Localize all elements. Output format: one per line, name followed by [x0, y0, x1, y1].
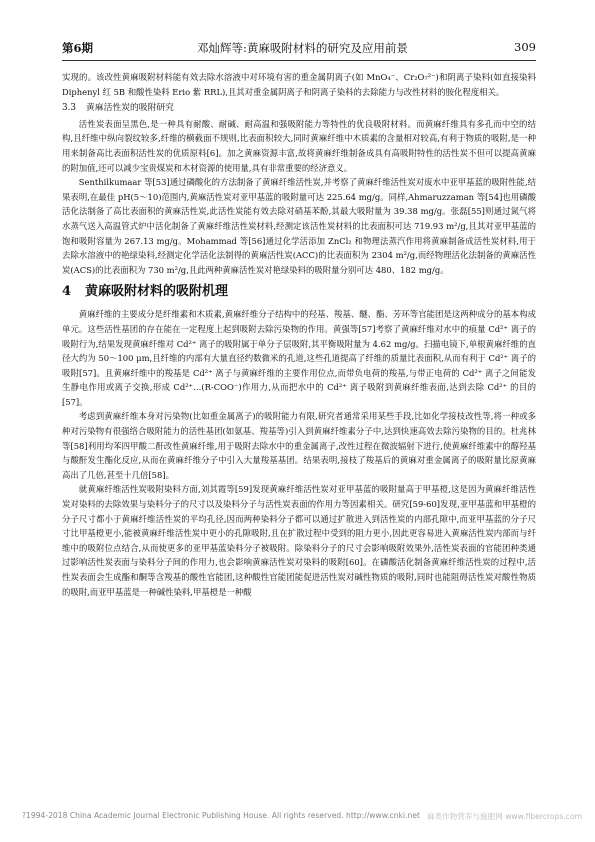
copyright-notice: ?1994-2018 China Academic Journal Electronic Publishing House. All rights reserved. http://www.cnki.net — [22, 811, 421, 820]
page-number: 309 — [514, 40, 536, 54]
paragraph-activated-carbon-studies: Senthilkumaar 等[53]通过磷酸化的方法制备了黄麻纤维活性炭,并考察了黄麻纤维活性炭对废水中亚甲基蓝的吸附性能,结果表明,在最佳 pH(5～10)范围内,黄麻活性炭对亚甲基蓝的吸附量可达 225.64 mg/g。同样,Ahmaruzzaman 等[54]也用磷酸活化法制备了高比表面积的黄麻活性炭,此活性炭能有效去除对硝基苯酚,其最大吸附量为 39.38 mg/g。张磊[55]则通过氮气将水蒸气送入高温管式炉中活化制备了黄麻纤维活性炭材料,经测定该活性炭材料的比表面积可达 719.93 m²/g,且其对亚甲基蓝的饱和吸附容量为 267.13 mg/g。Mohammad 等[56]通过化学活添加 ZnCl₂ 和物理法蒸汽作用将黄麻制备成活性炭材料,用于去除水溶液中的艳绿染料,经测定化学活化法制得的黄麻活性炭(ACC)的比表面积为 2304 m²/g,而经物理活化法制备的黄麻活性炭(ACS)的比表面积为 730 m²/g,且此两种黄麻活性炭对艳绿染料的吸附量分别可达 480、182 mg/g。 — [62, 177, 536, 275]
paragraph-activated-carbon-intro: 活性炭表面呈黑色,是一种具有耐酸、耐碱、耐高温和强吸附能力等特性的优良吸附材料。而黄麻纤维具有多孔而中空的结构,且纤维中纵向裂纹较多,纤维的横截面不规则,比表面积较大,同时黄麻纤维中木质素的含量相对较高,有利于物质的吸附,是一种用来制备高比表面积活性炭的优质原料[6]。加之黄麻资源丰富,故将黄麻纤维制备成具有高吸附特性的活性炭不但可以提高黄麻的附加值,还可以减少宝贵煤炭和木材资源的使用量,具有非常重要的经济意义。 — [62, 118, 536, 173]
watermark: 麻类作物营养与施肥网 www.fibercrops.com — [426, 812, 582, 821]
running-header — [62, 40, 536, 58]
section-title: 黄麻活性炭的吸附研究 — [86, 103, 174, 114]
section-number: 4 — [62, 284, 72, 300]
paragraph-mechanism-basics: 黄麻纤维的主要成分是纤维素和木质素,黄麻纤维分子结构中的羟基、羧基、醚、酯、芳环等官能团是这两种成分的基本构成单元。这些活性基团的存在能在一定程度上起到吸附去除污染物的作用。黄强等[57]考察了黄麻纤维对水中的痕量 Cd²⁺ 离子的吸附行为,结果发现黄麻纤维对 Cd²⁺ 离子的吸附属于单分子层吸附,其平衡吸附量为 4.62 mg/g。扫描电镜下,单根黄麻纤维的直径大约为 50～100 μm,且纤维的内部有大量直径约数微米的孔道,这些孔道提高了纤维的质量比表面积,从而有利于 Cd²⁺ 离子的吸附[57]。且黄麻纤维中的羧基是 Cd²⁺ 离子与黄麻纤维的主要作用位点,而带负电荷的羧基,与带正电荷的 Cd²⁺ 离子之间能发生静电作用或离子交换,形成 Cd²⁺…(R-COO⁻)作用力,从而把水中的 Cd²⁺ 离子吸附到黄麻纤维表面,达到去除 Cd²⁺ 的目的[57]。 — [62, 309, 536, 407]
section-3-3-heading — [62, 101, 536, 116]
section-number: 3.3 — [62, 103, 76, 114]
paragraph-dye-adsorption: 就黄麻纤维活性炭吸附染料方面,刘其霞等[59]发现黄麻纤维活性炭对亚甲基蓝的吸附量高于甲基橙,这是因为黄麻纤维活性炭对染料的去除效果与染料分子的尺寸以及染料分子与活性炭表面的作用力等因素相关。研究[59-60]发现,亚甲基蓝和甲基橙的分子尺寸都小于黄麻纤维活性炭的平均孔径,因而两种染料分子都可以通过扩散进入到活性炭的内部孔隙中,而亚甲基蓝的分子尺寸比甲基橙更小,能被黄麻纤维活性炭中更小的孔隙吸附,且在扩散过程中受到的阻力更小,因此更容易进入黄麻活性炭内部而与纤维中的吸附位点结合,从而使更多的亚甲基蓝染料分子被吸附。除染料分子的尺寸会影响吸附效果外,活性炭表面的官能团种类通过影响活性炭表面与染料分子间的作用力,也会影响黄麻活性炭对染料的吸附[60]。在磷酸活化制备黄麻纤维活性炭的过程中,活性炭表面会生成酯和酮等含羧基的酸性官能团,这种酸性官能团能促进活性炭对碱性物质的吸附,同时也能阻碍活性炭对酸性物质的吸附,而亚甲基蓝是一种碱性染料,甲基橙是一种酸 — [62, 484, 536, 597]
paragraph-continuation: 实现的。该改性黄麻吸附材料能有效去除水溶液中对环境有害的重金属阴离子(如 MnO₄⁻、Cr₂O₇²⁻)和阴离子染料(如直接染料 Diphenyl 红 5B 和酸性染料 Erio 紫 RRL),且其对重金属阴离子和阴离子染料的去除能力与改性材料的胺化程度相关。 — [62, 72, 536, 97]
issue-number: 第6期 — [62, 41, 94, 55]
section-4-heading — [62, 283, 536, 301]
section-title: 黄麻吸附材料的吸附机理 — [85, 284, 229, 300]
paragraph-chemical-grafting: 考虑到黄麻纤维本身对污染物(比如重金属离子)的吸附能力有限,研究者通常采用某些手段,比如化学接枝改性等,将一种或多种对污染物有很强络合吸附能力的活性基团(如氨基、羧基等)引入到黄麻纤维素分子中,达到快速高效去除污染物的目的。杜兆林等[58]利用均苯四甲酸二酐改性黄麻纤维,用于吸附去除水中的重金属离子,改性过程在微波辐射下进行,使黄麻纤维素中的醇羟基与酸酐发生酯化反应,从而在黄麻纤维分子中引入大量羧基基团。结果表明,接枝了羧基后的黄麻对重金属离子的吸附量比原黄麻高出了几倍,甚至十几倍[58]。 — [62, 411, 536, 480]
header-rule — [62, 60, 536, 61]
running-title: 邓灿辉等:黄麻吸附材料的研究及应用前景 — [197, 41, 408, 55]
article-body — [62, 70, 536, 599]
